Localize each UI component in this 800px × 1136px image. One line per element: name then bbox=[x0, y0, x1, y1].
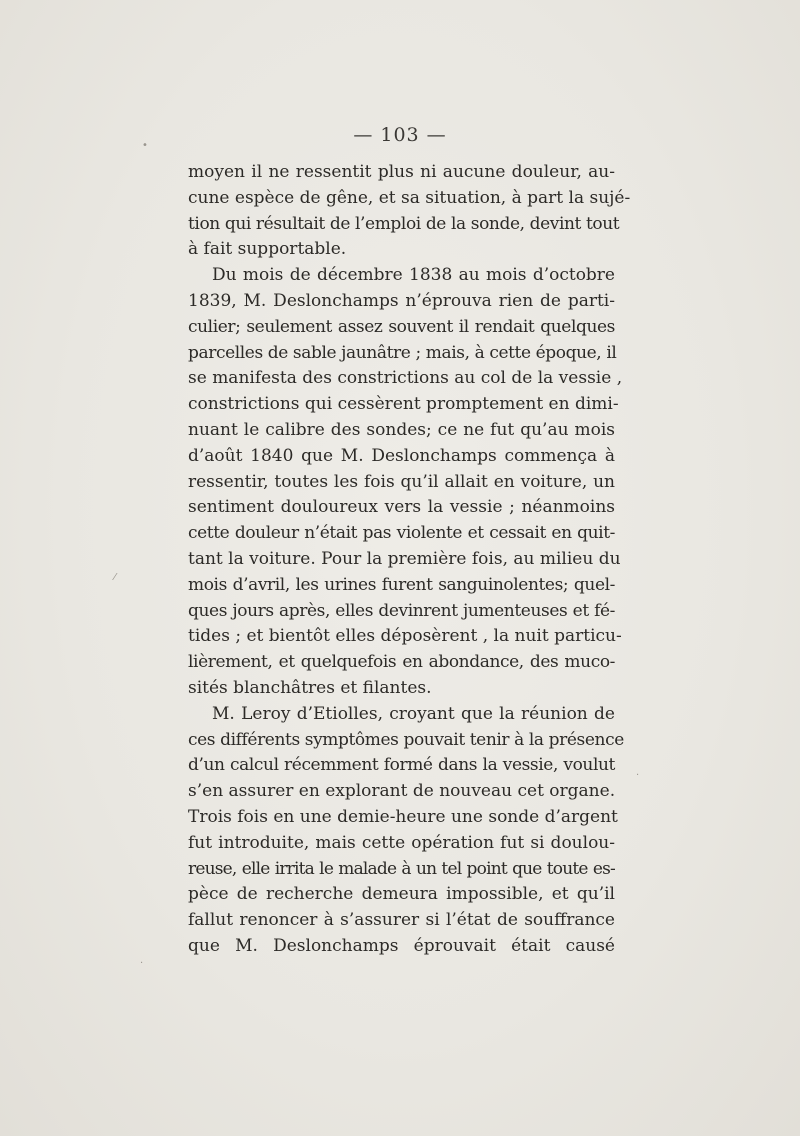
paper-speck: ⁄ bbox=[114, 572, 116, 583]
text-line: M. Leroy d’Etiolles, croyant que la réunion de bbox=[212, 703, 615, 724]
page-number: — 103 — bbox=[353, 124, 447, 146]
text-line: tion qui résultait de l’emploi de la sonde, devint tout bbox=[188, 213, 620, 234]
paper-speck: · bbox=[140, 958, 144, 969]
text-line: tant la voiture. Pour la première fois, au milieu du bbox=[188, 548, 621, 569]
text-line: fut introduite, mais cette opération fut si doulou- bbox=[188, 832, 615, 853]
text-line: parcelles de sable jaunâtre ; mais, à cette époque, il bbox=[188, 342, 617, 363]
text-line: que M. Deslonchamps éprouvait était causé bbox=[188, 935, 615, 956]
text-line: ressentir, toutes les fois qu’il allait en voiture, un bbox=[188, 471, 615, 492]
text-line: s’en assurer en explorant de nouveau cet organe. bbox=[188, 781, 616, 802]
paper-speck: · bbox=[636, 770, 640, 781]
text-line: cune espèce de gêne, et sa situation, à part la sujé- bbox=[188, 187, 631, 208]
text-line: 1839, M. Deslonchamps n’éprouva rien de parti- bbox=[188, 290, 615, 311]
text-line: moyen il ne ressentit plus ni aucune douleur, au- bbox=[188, 162, 615, 182]
text-line: Trois fois en une demie-heure une sonde d’argent bbox=[188, 806, 618, 827]
text-line: fallut renoncer à s’assurer si l’état de souffrance bbox=[188, 910, 615, 931]
text-line: cette douleur n’était pas violente et cessait en quit- bbox=[188, 523, 615, 544]
text-line: ques jours après, elles devinrent jumenteuses et fé- bbox=[188, 600, 615, 621]
text-line: mois d’avril, les urines furent sanguinolentes; quel- bbox=[188, 574, 615, 595]
text-line: d’août 1840 que M. Deslonchamps commença à bbox=[188, 445, 615, 466]
text-line: à fait supportable. bbox=[188, 239, 347, 260]
text-line: pèce de recherche demeura impossible, et qu’il bbox=[188, 884, 615, 905]
text-line: se manifesta des constrictions au col de la vessie , bbox=[188, 368, 623, 389]
body-text bbox=[188, 160, 631, 960]
text-line: tides ; et bientôt elles déposèrent , la nuit particu- bbox=[188, 626, 622, 647]
text-line: ces différents symptômes pouvait tenir à la présence bbox=[188, 729, 624, 750]
paper-speck: • bbox=[142, 140, 148, 151]
text-line: culier; seulement assez souvent il rendait quelques bbox=[188, 316, 615, 337]
text-line: reuse, elle irrita le malade à un tel point que toute es- bbox=[188, 858, 615, 879]
text-line: constrictions qui cessèrent promptement en dimi- bbox=[188, 394, 619, 415]
text-line: Du mois de décembre 1838 au mois d’octobre bbox=[212, 265, 615, 286]
text-line: sités blanchâtres et filantes. bbox=[188, 677, 432, 698]
text-line: sentiment douloureux vers la vessie ; néanmoins bbox=[188, 497, 615, 518]
text-line: d’un calcul récemment formé dans la vessie, voulut bbox=[188, 755, 615, 776]
text-line: nuant le calibre des sondes; ce ne fut qu’au mois bbox=[188, 419, 615, 440]
text-line: lièrement, et quelquefois en abondance, des muco- bbox=[188, 652, 615, 673]
